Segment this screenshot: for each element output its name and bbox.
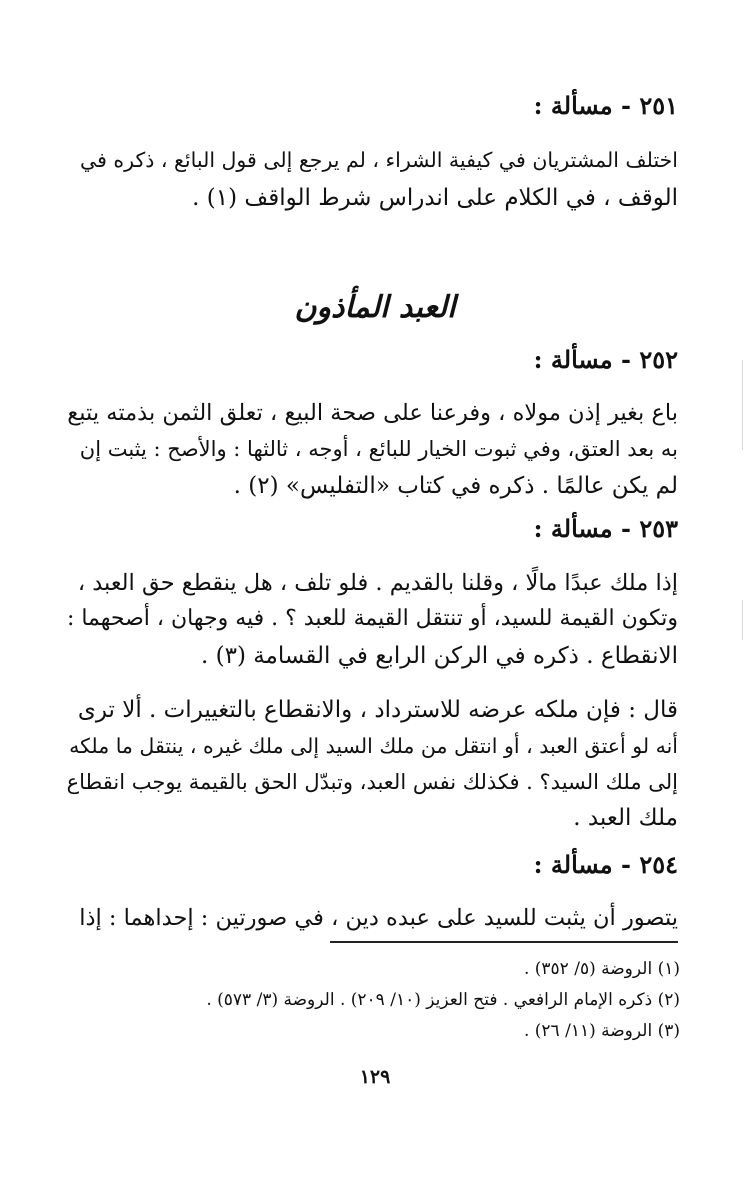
issue-heading-252: ٢٥٢ - مسألة : [533, 345, 678, 374]
text-line: به بعد العتق، وفي ثبوت الخيار للبائع ، أوجه ، ثالثها : والأصح : يثبت إن [79, 437, 678, 461]
text-line: وتكون القيمة للسيد، أو تنتقل القيمة للعبد ؟ . فيه وجهان ، أصحهما : [66, 606, 678, 631]
text-line: الانقطاع . ذكره في الركن الرابع في القسامة (٣) . [200, 643, 678, 669]
footnote-separator [330, 941, 678, 943]
text-line: باع بغير إذن مولاه ، وفرعنا على صحة البيع ، تعلق الثمن بذمته يتبع [67, 400, 678, 426]
text-line: إلى ملك السيد؟ . فكذلك نفس العبد، وتبدّل الحق بالقيمة يوجب انقطاع [66, 770, 678, 794]
margin-mark [742, 360, 743, 450]
text-line: اختلف المشتريان في كيفية الشراء ، لم يرجع إلى قول البائع ، ذكره في [80, 148, 678, 172]
text-line: ملك العبد . [573, 805, 678, 831]
issue-heading-251: ٢٥١ - مسألة : [533, 91, 678, 120]
issue-heading-254: ٢٥٤ - مسألة : [533, 850, 678, 879]
text-line: يتصور أن يثبت للسيد على عبده دين ، في صورتين : إحداهما : إذا [79, 905, 678, 931]
text-line: أنه لو أعتق العبد ، أو انتقل من ملك السيد إلى ملك غيره ، ينتقل ما ملكه [69, 734, 678, 758]
margin-mark [742, 600, 743, 640]
footnote-1: (١) الروضة (٥/ ٣٥٢) . [523, 959, 680, 979]
text-line: لم يكن عالمًا . ذكره في كتاب «التفليس» (٢) . [233, 473, 678, 499]
footnote-3: (٣) الروضة (١١/ ٢٦) . [523, 1021, 680, 1041]
issue-heading-253: ٢٥٣ - مسألة : [533, 514, 678, 543]
text-line: إذا ملك عبدًا مالًا ، وقلنا بالقديم . فلو تلف ، هل ينقطع حق العبد ، [77, 570, 678, 596]
page-number: ١٢٩ [359, 1066, 391, 1088]
footnote-2: (٢) ذكره الإمام الرافعي . فتح العزيز (١٠/ ٢٠٩) . الروضة (٣/ ٥٧٣) . [206, 990, 680, 1010]
section-title: العبد المأذون [294, 290, 456, 325]
text-line: الوقف ، في الكلام على اندراس شرط الواقف (١) . [192, 185, 678, 211]
text-line: قال : فإن ملكه عرضه للاسترداد ، والانقطاع بالتغييرات . ألا ترى [77, 697, 678, 723]
